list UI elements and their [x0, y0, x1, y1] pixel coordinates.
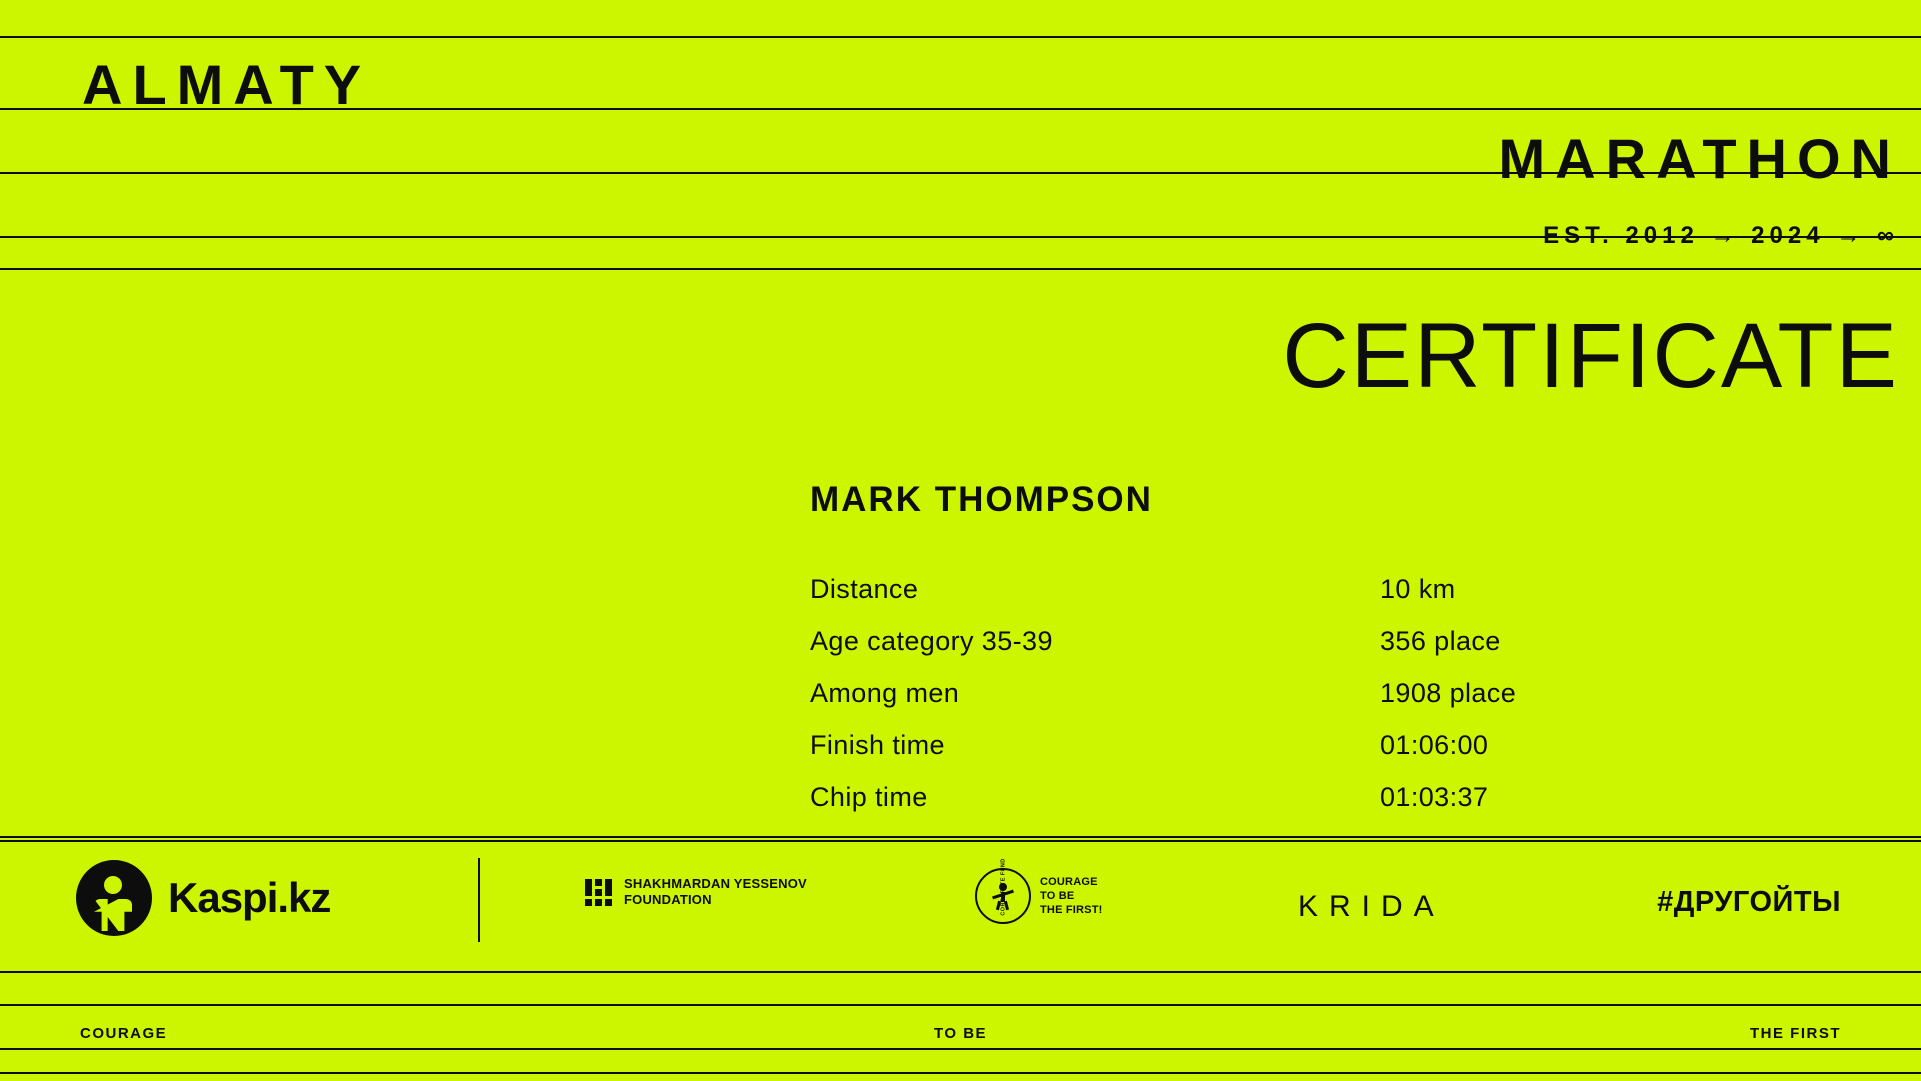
footer-left: COURAGE: [80, 1024, 168, 1042]
sponsor-band: [0, 838, 1921, 971]
table-row: [810, 574, 1710, 605]
sponsor-kaspi: [76, 860, 330, 936]
established-line: EST. 2012 → 2024 → ∞: [1543, 222, 1899, 249]
result-value: 1908 place: [1380, 678, 1517, 708]
result-label: Chip time: [810, 782, 928, 812]
kaspi-logo-icon: [76, 860, 152, 936]
courage-line-2: TO BE: [1040, 889, 1075, 902]
brand-almaty: ALMATY: [82, 53, 372, 116]
athlete-name: MARK THOMPSON: [810, 480, 1153, 519]
kaspi-wordmark: Kaspi.kz: [168, 874, 331, 921]
table-row: [810, 730, 1710, 761]
table-row: [810, 782, 1710, 813]
sponsor-divider: [478, 858, 480, 942]
sponsor-hashtag: #ДРУГОЙТЫ: [1657, 886, 1841, 918]
yessenov-line-2: FOUNDATION: [624, 892, 712, 908]
result-label: Finish time: [810, 730, 945, 760]
yessenov-wordmark: [624, 876, 807, 909]
divider-line: [0, 971, 1921, 973]
result-value: 356 place: [1380, 626, 1501, 656]
footer-center: TO BE: [933, 1024, 988, 1042]
divider-line: [0, 268, 1921, 270]
sponsor-krida: KRIDA: [1298, 890, 1445, 923]
result-label: Distance: [810, 574, 919, 604]
divider-line: [0, 1048, 1921, 1050]
footer-slogan: [0, 1018, 1921, 1048]
result-value: 01:03:37: [1380, 782, 1489, 812]
sponsor-yessenov: [585, 876, 807, 909]
courage-line-1: COURAGE: [1040, 875, 1098, 888]
corporate-fund-logo-icon: [975, 868, 1031, 924]
result-value: 10 km: [1380, 574, 1456, 604]
result-value: 01:06:00: [1380, 730, 1489, 760]
divider-line: [0, 1072, 1921, 1074]
result-label: Age category 35-39: [810, 626, 1053, 656]
courage-wordmark: [1040, 875, 1103, 918]
result-label: Among men: [810, 678, 960, 708]
divider-line: [0, 36, 1921, 38]
divider-line: [0, 1004, 1921, 1006]
runner-figure-icon: [992, 883, 1014, 909]
courage-line-3: THE FIRST!: [1040, 904, 1103, 917]
table-row: [810, 626, 1710, 657]
results-table: [810, 574, 1710, 834]
brand-marathon: MARATHON: [1498, 127, 1901, 190]
table-row: [810, 678, 1710, 709]
page-title: CERTIFICATE: [1282, 305, 1899, 407]
sponsor-corporate-fund: [975, 868, 1103, 924]
yessenov-logo-icon: [585, 879, 612, 906]
yessenov-line-1: SHAKHMARDAN YESSENOV: [624, 876, 807, 891]
footer-right: THE FIRST: [1750, 1024, 1841, 1042]
